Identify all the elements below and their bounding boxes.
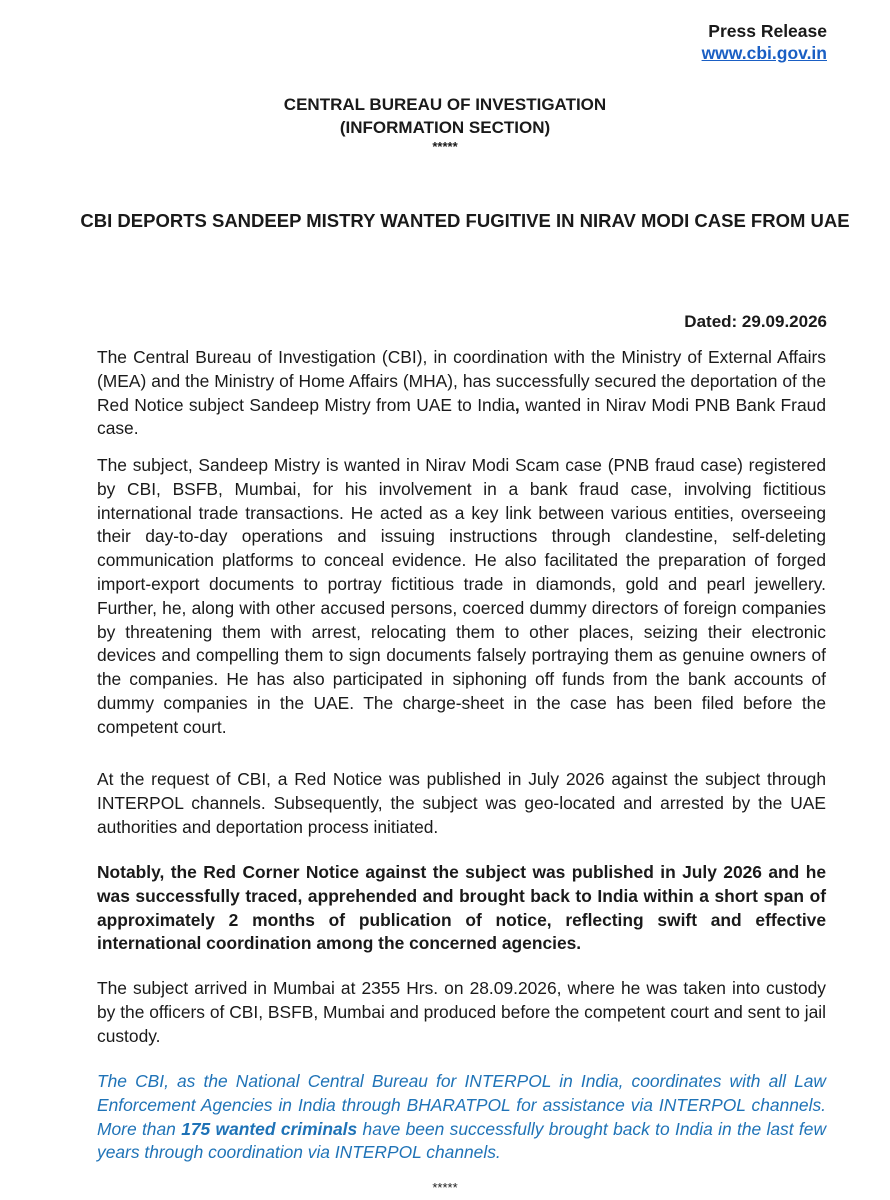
paragraph-6-text-a: The CBI, as the National Central Bureau for INTERPOL in India, coordinates with all Law Enforcement Agencies in India through BHARATPOL for assistance via INTERPOL channels. More than: [97, 1071, 826, 1139]
paragraph-1-comma: ,: [514, 394, 520, 415]
paragraph-1-text-b: wanted in Nirav Modi PNB Bank Fraud case.: [97, 394, 826, 439]
org-name: CENTRAL BUREAU OF INVESTIGATION: [283, 95, 607, 114]
release-date: Dated: 29.09.2026: [684, 312, 827, 331]
paragraph-2: The subject, Sandeep Mistry is wanted in Nirav Modi Scam case (PNB fraud case) registered by CBI, BSFB, Mumbai, for his involvement in a bank fraud case, involving fictitious international trade transactions. He acted as a key link between various entities, overseeing their day-to-day operations and issuing instructions through clandestine, self-deleting communication platforms to conceal evidence. He also facilitated the preparation of forged import-export documents to portray fictitious trade in diamonds, gold and pearl jewellery. Further, he, along with other accused persons, coerced dummy directors of foreign companies by threatening them with arrest, relocating them to other places, seizing their electronic devices and compelling them to sign documents falsely portraying them as genuine owners of the companies. He has also participated in siphoning off funds from the bank accounts of dummy companies in the UAE. The charge-sheet in the case has been filed before the competent court.: [97, 455, 826, 737]
header-block: [702, 20, 827, 64]
footer-stars: *****: [432, 1180, 458, 1195]
press-release-label: Press Release: [708, 21, 827, 41]
paragraph-1: [97, 346, 826, 441]
paragraph-3: At the request of CBI, a Red Notice was published in July 2026 against the subject through INTERPOL channels. Subsequently, the subject was geo-located and arrested by the UAE authorities and deportation process initiated.: [97, 769, 826, 837]
paragraph-6-text-b: have been successfully brought back to India in the last few years through coordination via INTERPOL channels.: [97, 1118, 826, 1163]
org-section: (INFORMATION SECTION): [339, 118, 551, 137]
organization-heading: [0, 93, 890, 155]
paragraph-6-note: [97, 1070, 826, 1165]
paragraph-1-text-a: The Central Bureau of Investigation (CBI), in coordination with the Ministry of External Affairs (MEA) and the Ministry of Home Affairs (MHA), has successfully secured the deportation of the Red Notice subject Sandeep Mistry from UAE to India: [97, 347, 826, 415]
paragraph-4-highlight: Notably, the Red Corner Notice against the subject was published in July 2026 and he was successfully traced, apprehended and brought back to India within a short span of approximately 2 months of publication of notice, reflecting swift and effective international coordination among the concerned agencies.: [97, 862, 826, 954]
press-release-title: CBI DEPORTS SANDEEP MISTRY WANTED FUGITIVE IN NIRAV MODI CASE FROM UAE: [80, 210, 850, 231]
website-link[interactable]: www.cbi.gov.in: [701, 43, 827, 63]
paragraph-5: The subject arrived in Mumbai at 2355 Hrs. on 28.09.2026, where he was taken into custody by the officers of CBI, BSFB, Mumbai and produced before the competent court and sent to jail custody.: [97, 978, 826, 1046]
separator-stars: *****: [432, 139, 458, 154]
paragraph-6-bold: 175 wanted criminals: [181, 1118, 358, 1139]
